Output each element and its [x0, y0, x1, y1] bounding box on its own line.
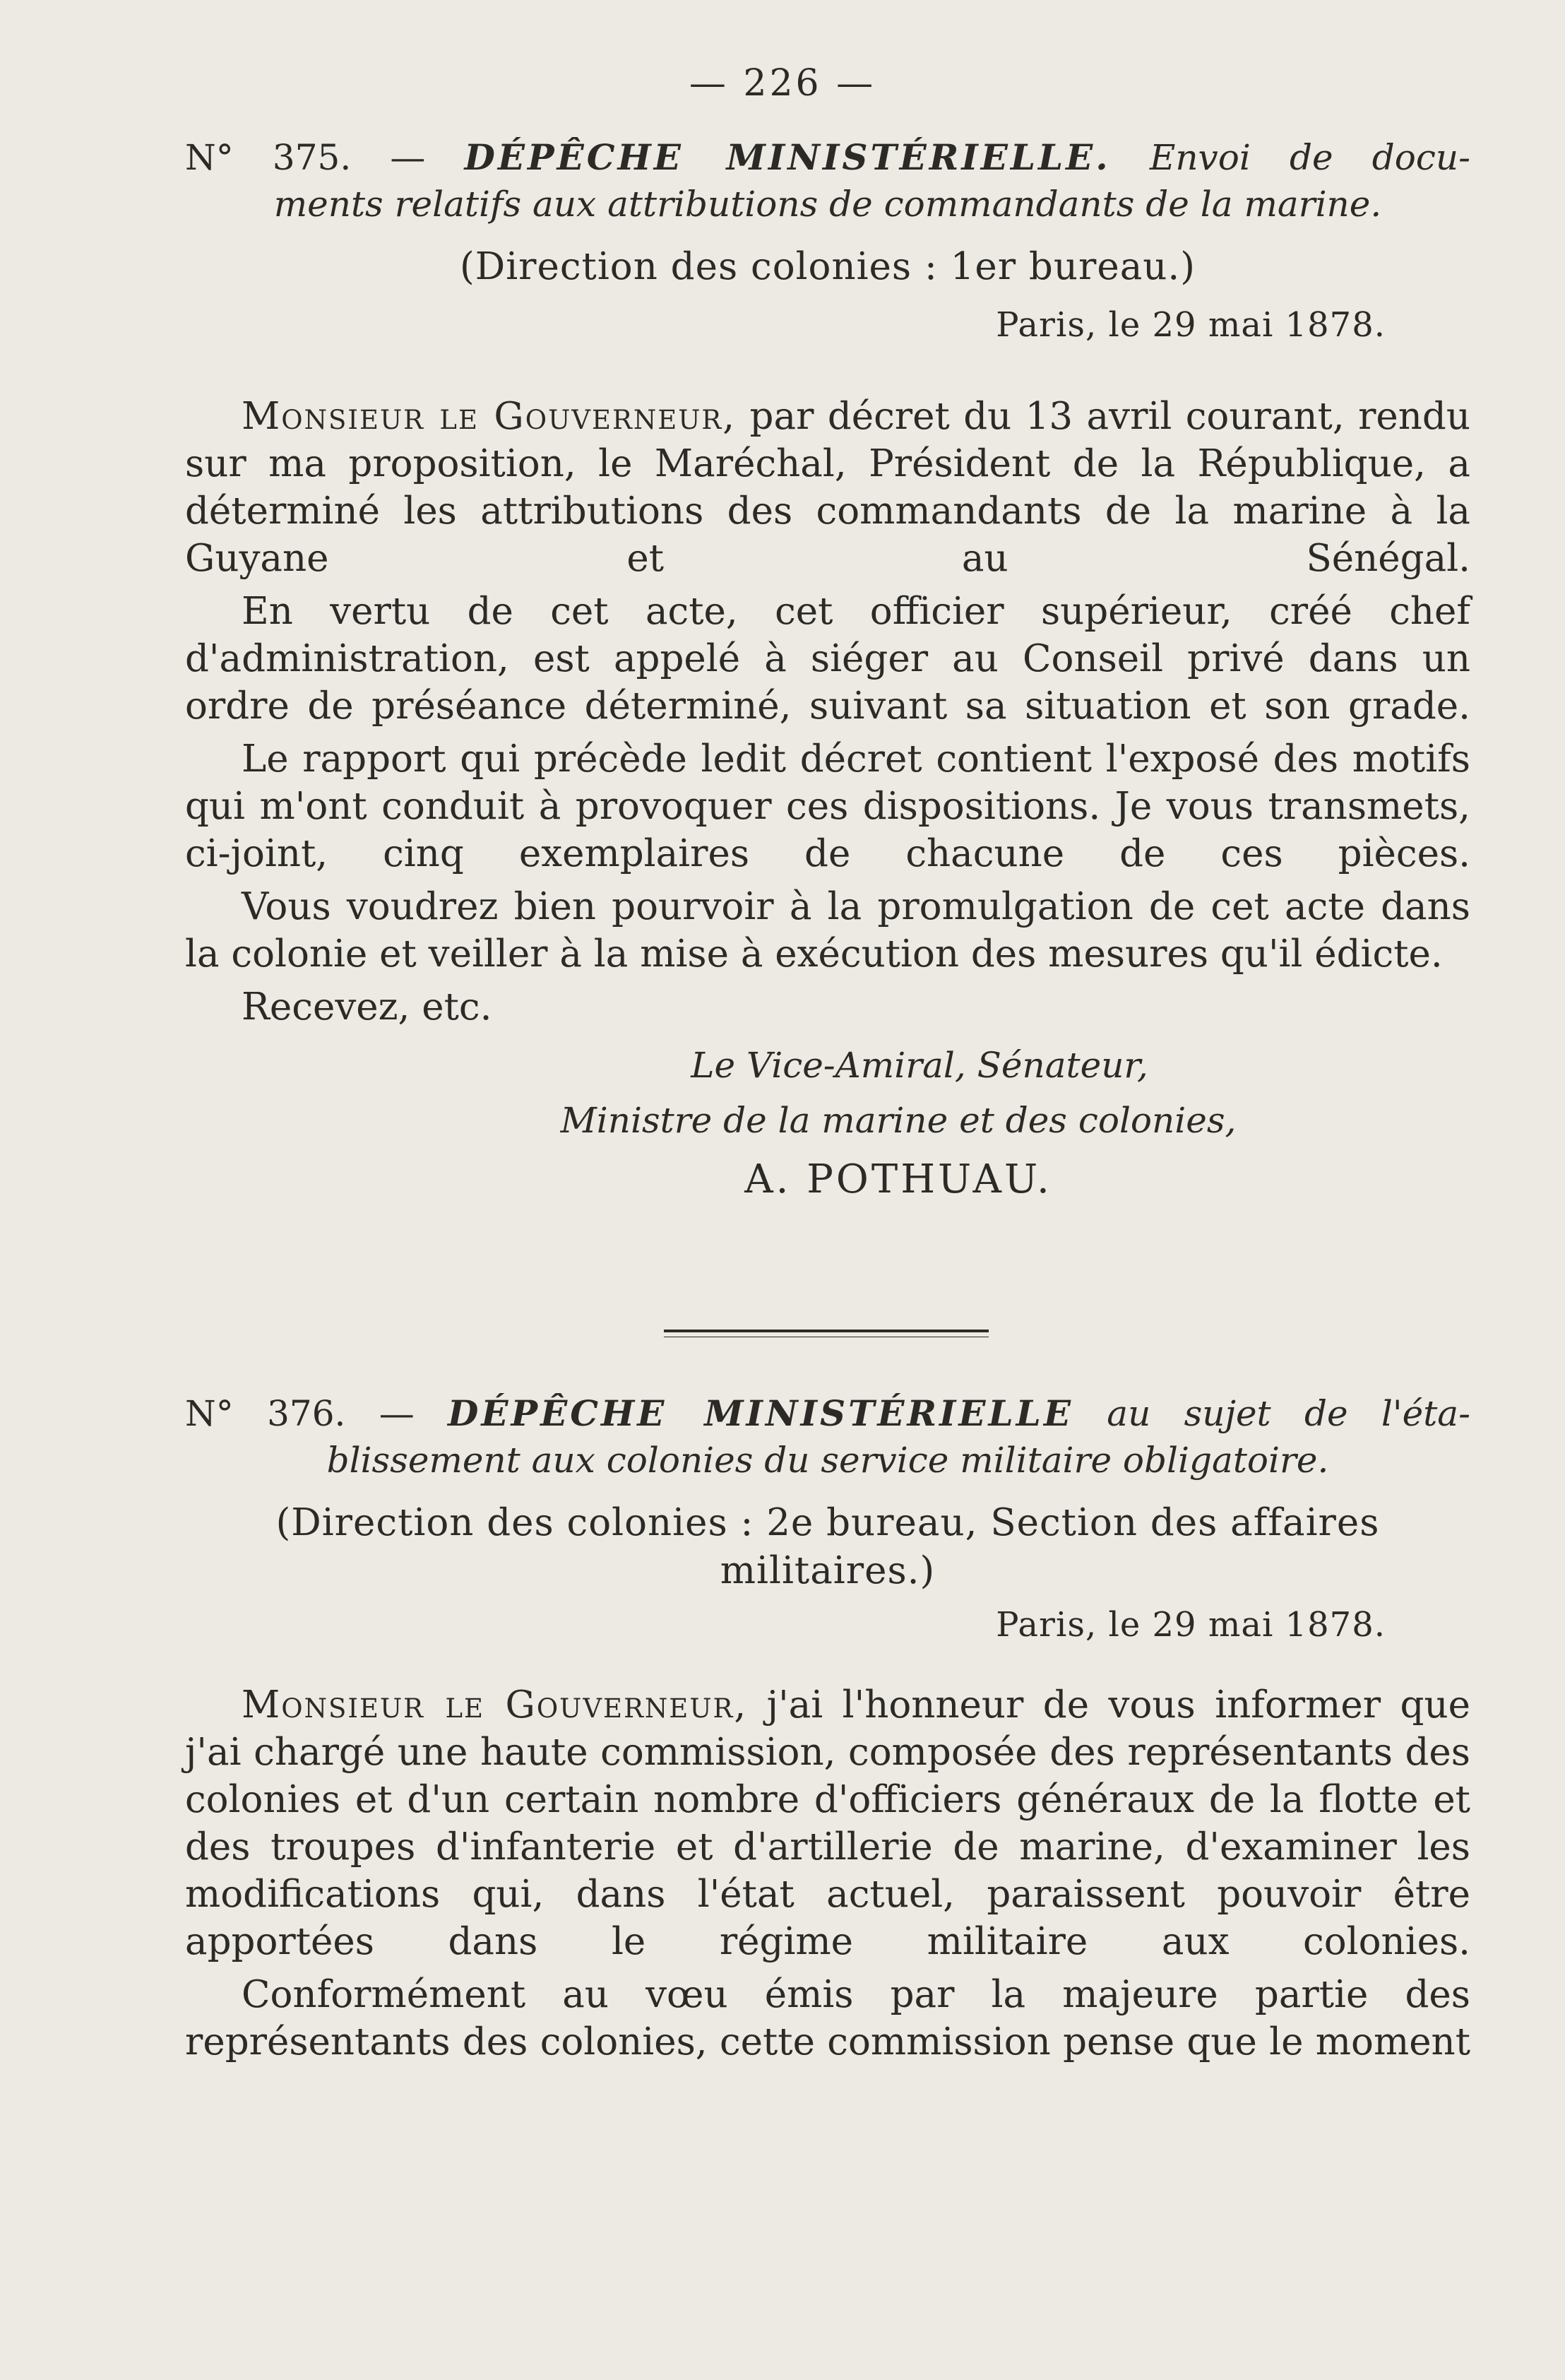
- dispatch-376-paragraph: Conformément au vœu émis par la majeure partie des représentants des colonies, cette commission pense que le moment: [185, 1973, 1470, 2064]
- dispatch-376: [185, 1390, 1470, 2066]
- dispatch-375-direction: (Direction des colonies : 1er bureau.): [460, 245, 1196, 288]
- dispatch-376-para1-text: j'ai l'honneur de vous informer que j'ai chargé une haute commission, composée des représentants des colonies et d'un certain nombre d'officiers généraux de la flotte et des troupes d'infanterie et d'artillerie de marine, d'examiner les modifications qui, dans l'état actuel, paraissent pouvoir être apportées dans le régime militaire aux colonies.: [185, 1683, 1470, 1963]
- dispatch-376-heading: [185, 1390, 1470, 1437]
- dispatch-375: [185, 134, 1470, 1202]
- dispatch-375-signature-title: Le Vice-Amiral, Sénateur,: [691, 1045, 1148, 1086]
- dispatch-375-title: DÉPÊCHE MINISTÉRIELLE.: [464, 136, 1111, 178]
- dispatch-375-number: N° 375. —: [185, 137, 426, 178]
- dispatch-375-salutation: Monsieur le Gouverneur,: [242, 395, 737, 438]
- dispatch-376-salutation: Monsieur le Gouverneur,: [242, 1683, 748, 1727]
- dispatch-375-signature-office: Ministre de la marine et des colonies,: [560, 1100, 1237, 1141]
- dispatch-375-subject-cont: ments relatifs aux attributions de commandants de la marine.: [273, 184, 1382, 225]
- page-number: — 226 —: [689, 62, 876, 105]
- dispatch-375-paragraph: En vertu de cet acte, cet officier supérieur, créé chef d'administration, est appelé à siéger au Conseil privé dans un ordre de préséance déterminé, suivant sa situation et son grade.: [185, 590, 1470, 728]
- section-divider: [664, 1330, 989, 1337]
- dispatch-375-para1-text: par décret du 13 avril courant, rendu sur ma proposition, le Maréchal, Président de la République, a déterminé les attributions des commandants de la marine à la Guyane et au Sénégal.: [185, 395, 1470, 580]
- dispatch-375-subject: Envoi de docu-: [1149, 137, 1470, 178]
- dispatch-376-subject: au sujet de l'éta-: [1107, 1393, 1470, 1434]
- dispatch-376-title: DÉPÊCHE MINISTÉRIELLE: [448, 1392, 1073, 1434]
- dispatch-376-number: N° 376. —: [185, 1393, 415, 1434]
- dispatch-375-paragraph: Vous voudrez bien pourvoir à la promulgation de cet acte dans la colonie et veiller à la mise à exécution des mesures qu'il édicte.: [185, 885, 1470, 976]
- dispatch-376-dateline: Paris, le 29 mai 1878.: [996, 1605, 1386, 1645]
- dispatch-375-closing: Recevez, etc.: [242, 985, 492, 1029]
- dispatch-376-subject-cont: blissement aux colonies du service militaire obligatoire.: [326, 1440, 1329, 1481]
- dispatch-375-paragraph: Le rapport qui précède ledit décret contient l'exposé des motifs qui m'ont conduit à provoquer ces dispositions. Je vous transmets, ci-joint, cinq exemplaires de chacune de ces pièces.: [185, 738, 1470, 875]
- dispatch-375-heading: [185, 134, 1470, 181]
- dispatch-375-signer: A. POTHUAU.: [744, 1156, 1052, 1202]
- dispatch-375-dateline: Paris, le 29 mai 1878.: [996, 305, 1386, 345]
- dispatch-376-paragraph: [185, 1681, 1470, 1965]
- dispatch-376-direction-cont: militaires.): [720, 1549, 936, 1592]
- dispatch-375-paragraph: [185, 393, 1470, 582]
- dispatch-376-direction: (Direction des colonies : 2e bureau, Section des affaires: [275, 1501, 1380, 1544]
